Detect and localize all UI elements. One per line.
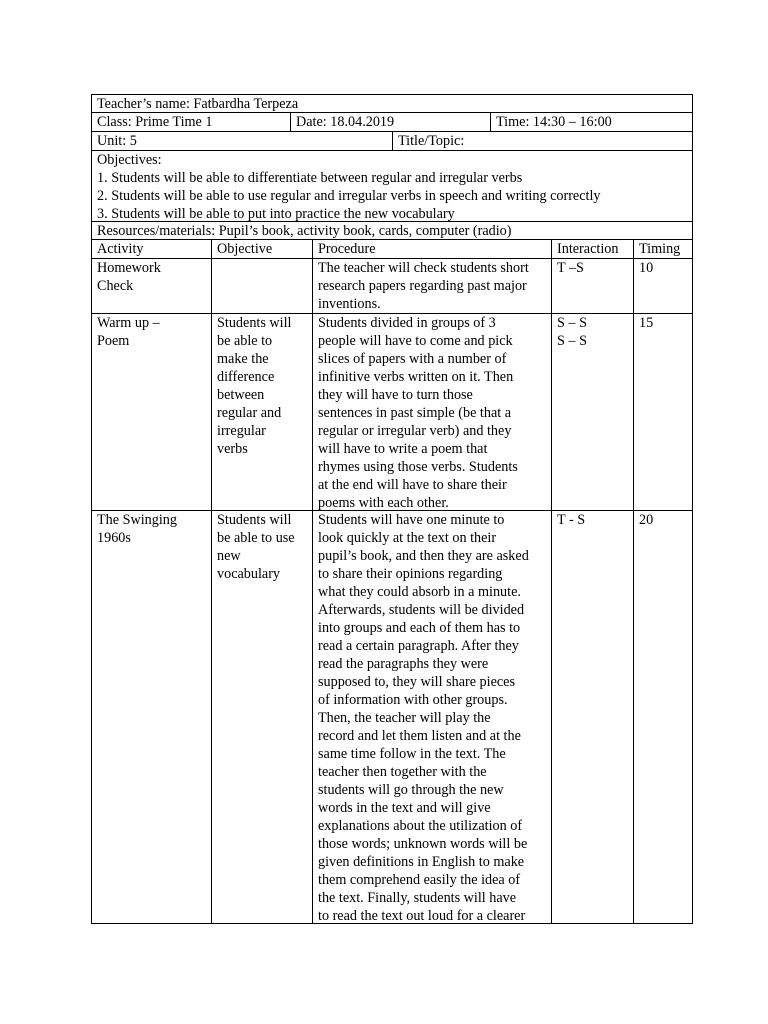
objectives-label: Objectives: [97, 152, 162, 168]
time-field: Time: 14:30 – 16:00 [490, 113, 692, 131]
activity-cell: Homework Check [97, 260, 161, 294]
objective-cell: Students will be able to make the difference between regular and irregular verbs [211, 314, 312, 510]
table-row [91, 511, 693, 924]
date-field: Date: 18.04.2019 [290, 113, 490, 131]
unit-topic-row [91, 132, 693, 151]
procedure-cell: The teacher will check students short research papers regarding past major inventions. [312, 259, 551, 313]
class-field: Class: Prime Time 1 [97, 114, 213, 130]
interaction-cell: T –S [551, 259, 633, 313]
procedure-cell: Students divided in groups of 3 people will have to come and pick slices of papers with a number of infinitive verbs written on it. Then they will have to turn those sentences in past simple (be that a regular or irregular verb) and they will have to write a poem that rhymes using those verbs. Students at the end will have to share their poems with each other. [312, 314, 551, 510]
activity-cell: Warm up – Poem [97, 315, 160, 349]
objectives-section [91, 151, 693, 222]
header-timing: Timing [633, 240, 692, 258]
timing-cell: 20 [633, 511, 692, 923]
table-header-row [91, 240, 693, 259]
interaction-cell: T - S [551, 511, 633, 923]
procedure-cell: Students will have one minute to look quickly at the text on their pupil’s book, and then they are asked to share their opinions regarding what they could absorb in a minute. Afterwards, students will be divided into groups and each of them has to read a certain paragraph. After they read the paragraphs they were supposed to, they will share pieces of information with other groups. Then, the teacher will play the record and let them listen and at the same time follow in the text. The teacher then together with the students will go through the new words in the text and will give explanations about the utilization of those words; unknown words will be given definitions in English to make them comprehend easily the idea of the text. Finally, students will have to read the text out loud for a clearer [312, 511, 551, 923]
class-date-time-row [91, 113, 693, 132]
lesson-plan-table [91, 94, 693, 924]
objective-item: 1. Students will be able to differentiate between regular and irregular verbs [97, 170, 523, 186]
header-objective: Objective [211, 240, 312, 258]
interaction-cell: S – S S – S [551, 314, 633, 510]
objective-cell [211, 259, 312, 313]
table-row [91, 259, 693, 314]
timing-cell: 10 [633, 259, 692, 313]
activity-cell: The Swinging 1960s [97, 512, 177, 546]
teacher-name: Teacher’s name: Fatbardha Terpeza [91, 94, 693, 113]
header-interaction: Interaction [551, 240, 633, 258]
header-procedure: Procedure [312, 240, 551, 258]
objective-item: 3. Students will be able to put into practice the new vocabulary [97, 206, 455, 222]
objective-cell: Students will be able to use new vocabulary [211, 511, 312, 923]
topic-field: Title/Topic: [392, 132, 692, 150]
objective-item: 2. Students will be able to use regular and irregular verbs in speech and writing correctly [97, 188, 601, 204]
timing-cell: 15 [633, 314, 692, 510]
table-row [91, 314, 693, 511]
unit-field: Unit: 5 [97, 133, 137, 149]
header-activity: Activity [97, 241, 144, 257]
resources-materials: Resources/materials: Pupil’s book, activity book, cards, computer (radio) [91, 222, 693, 240]
